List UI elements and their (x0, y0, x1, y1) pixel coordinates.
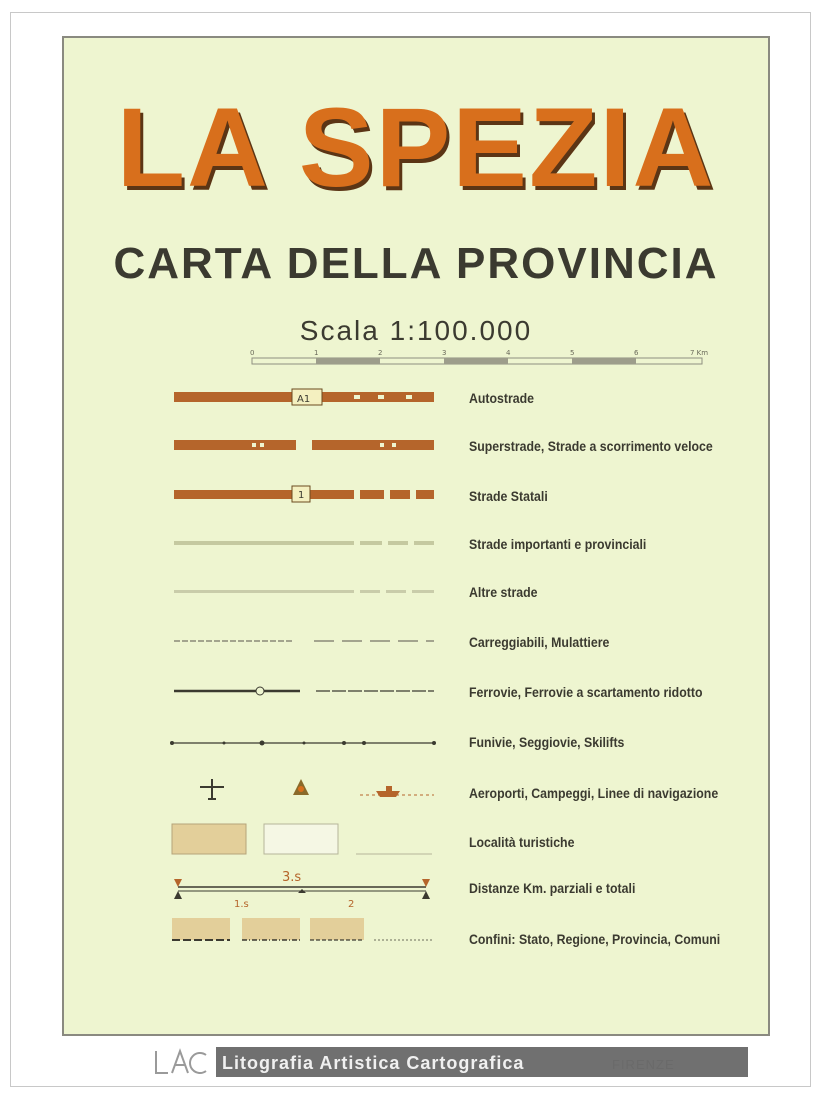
legend-row-cart-track (64, 628, 768, 668)
scale-tick-label: 5 (570, 349, 575, 357)
legend-label: Autostrade (469, 390, 535, 406)
distance-partial-2: 2 (348, 899, 355, 910)
legend-row-other-road (64, 578, 768, 618)
legend-label: Funivie, Seggiovie, Skilifts (469, 734, 625, 750)
publisher-name: Litografia Artistica Cartografica (222, 1053, 525, 1073)
map-scale-text: Scala 1:100.000 (299, 315, 533, 346)
legend-label: Strade importanti e provinciali (469, 536, 647, 552)
motorway-symbol-icon (164, 378, 444, 408)
legend-label: Località turistiche (469, 834, 575, 850)
scale-tick-label: 6 (634, 349, 639, 357)
legend-row-provincial-road (64, 528, 768, 568)
scale-tick-label: 4 (506, 349, 511, 357)
legend-row-motorway (64, 378, 768, 418)
map-title: LA SPEZIA (116, 85, 716, 210)
motorway-badge: A1 (297, 394, 311, 405)
legend-row-tourist-area (64, 820, 768, 860)
distance-partial-1: 1.s (234, 899, 249, 910)
airport-icon (200, 779, 224, 799)
map-subtitle: CARTA DELLA PROVINCIA (113, 239, 719, 288)
state-road-symbol-icon (164, 478, 444, 508)
publisher-city: FIRENZE (612, 1057, 675, 1072)
provincial-road-symbol-icon (164, 528, 444, 558)
scale-tick-label: 3 (442, 349, 447, 357)
legend-row-expressway (64, 428, 768, 468)
legend-label: Superstrade, Strade a scorrimento veloce (469, 438, 713, 454)
map-cover (62, 36, 770, 1036)
distance-total: 3.s (282, 870, 302, 885)
legend-label: Altre strade (469, 584, 538, 600)
scale-bar (250, 346, 710, 370)
cableway-symbol-icon (164, 728, 444, 758)
legend-row-cableway (64, 728, 768, 768)
legend-row-airport-camping-ferry (64, 773, 768, 813)
legend-label: Strade Statali (469, 488, 548, 504)
legend-row-railway (64, 678, 768, 718)
state-road-badge: 1 (298, 490, 305, 501)
other-road-symbol-icon (164, 578, 444, 608)
publisher-footer (150, 1045, 690, 1081)
legend-row-state-road (64, 478, 768, 518)
scale-tick-label: 7 Km (690, 349, 709, 357)
scale-tick-label: 0 (250, 349, 255, 357)
legend-row-boundary (64, 918, 768, 958)
camping-icon (293, 779, 309, 795)
distance-symbol-icon (164, 863, 444, 913)
lac-logo-icon (150, 1045, 210, 1081)
legend-label: Distanze Km. parziali e totali (469, 880, 636, 896)
ferry-icon (360, 786, 434, 797)
boundary-symbol-icon (164, 918, 444, 958)
scale-tick-label: 2 (378, 349, 383, 357)
expressway-symbol-icon (164, 428, 444, 458)
legend-label: Confini: Stato, Regione, Provincia, Comuni (469, 931, 721, 947)
airport-camping-ferry-symbol-icon (164, 773, 444, 809)
cart-track-symbol-icon (164, 628, 444, 658)
legend-label: Carreggiabili, Mulattiere (469, 634, 610, 650)
legend-label: Aeroporti, Campeggi, Linee di navigazione (469, 785, 719, 801)
scale-tick-label: 1 (314, 349, 319, 357)
legend-row-distance (64, 863, 768, 910)
railway-symbol-icon (164, 678, 444, 708)
legend-label: Ferrovie, Ferrovie a scartamento ridotto (469, 684, 703, 700)
